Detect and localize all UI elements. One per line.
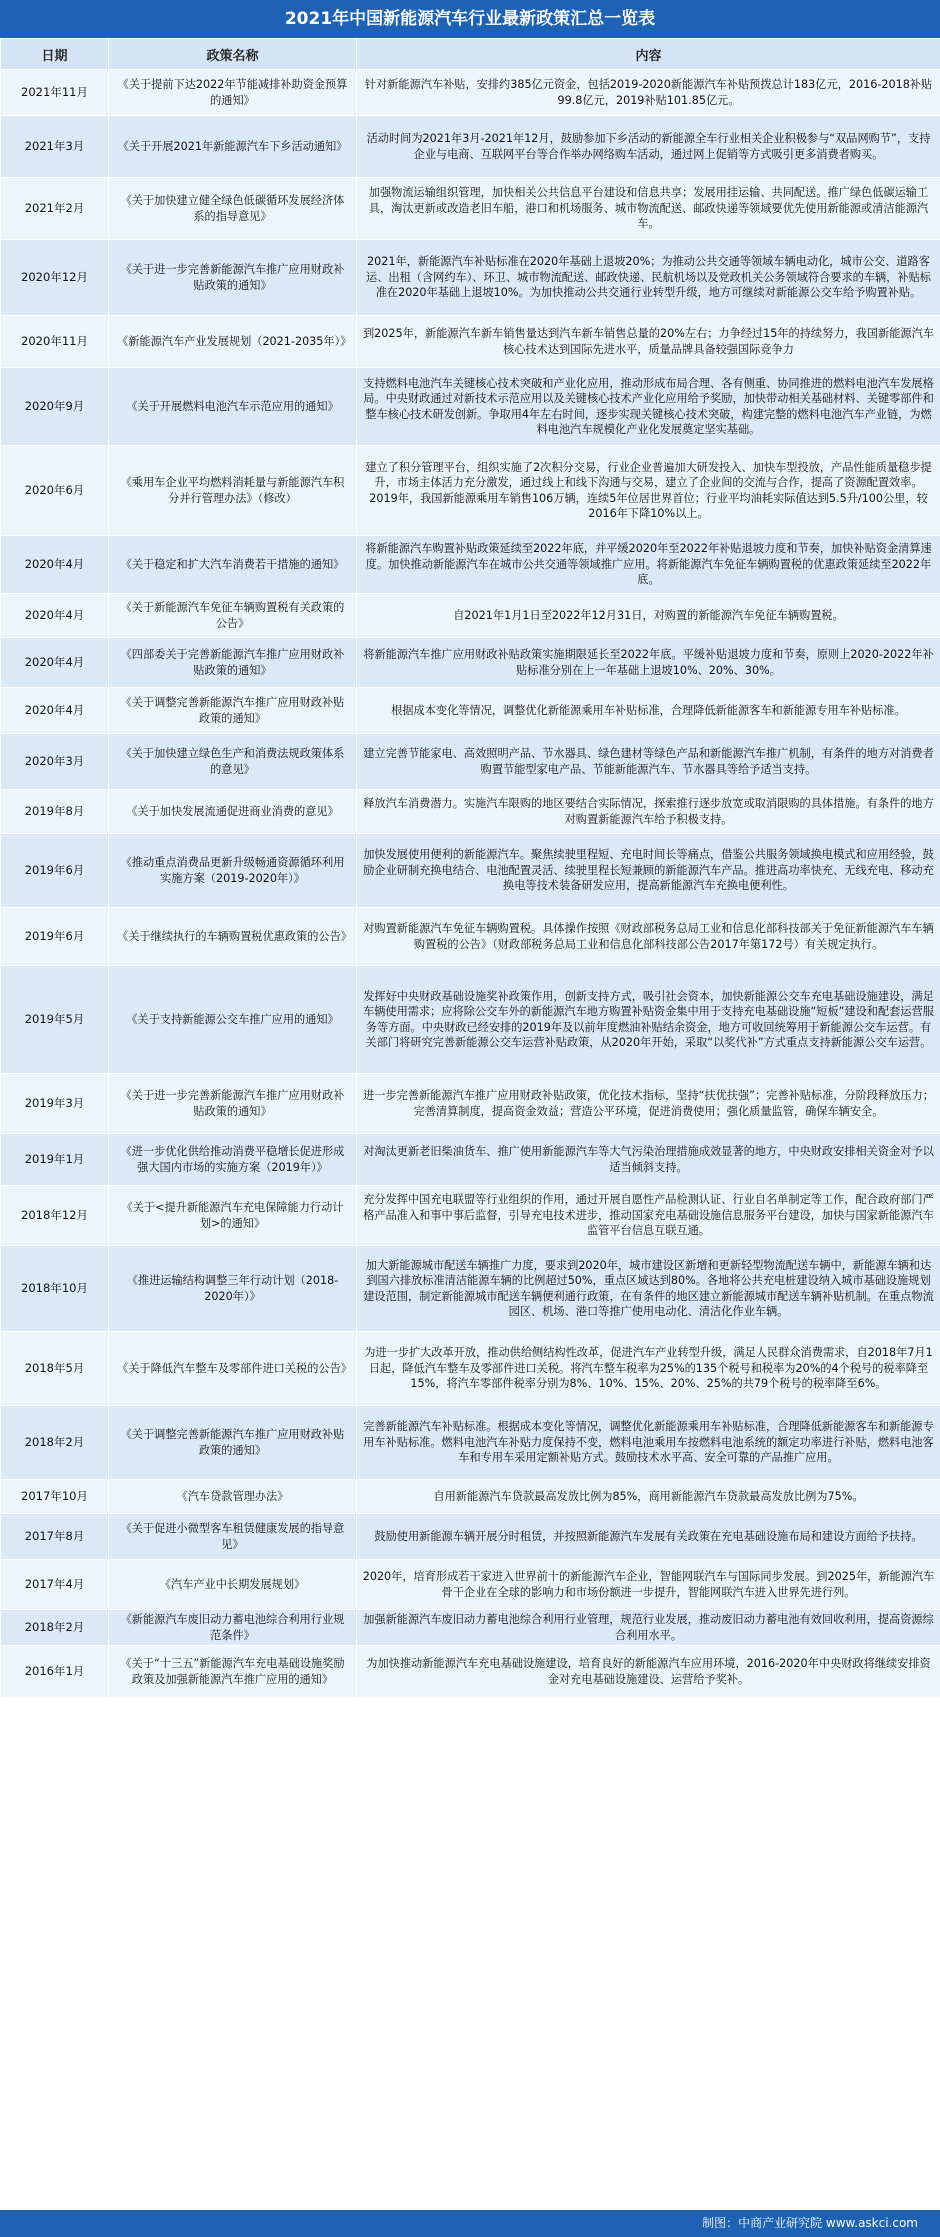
row-date: 2019年1月 <box>1 1134 109 1186</box>
row-date: 2020年4月 <box>1 638 109 688</box>
row-content: 鼓励使用新能源车辆开展分时租赁，并按照新能源汽车发展有关政策在充电基础设施布局和建设方面给予扶持。 <box>357 1514 940 1560</box>
header-date: 日期 <box>1 39 109 70</box>
row-policy-name: 《关于加快发展流通促进商业消费的意见》 <box>109 790 357 834</box>
row-date: 2020年3月 <box>1 734 109 790</box>
row-content: 加强物流运输组织管理，加快相关公共信息平台建设和信息共享；发展用挂运输、共同配送。推广绿色低碳运输工具，淘汰更新或改造老旧车船，港口和机场服务、城市物流配送、邮政快递等领域要优先使用新能源或清洁能源汽车。 <box>357 178 940 240</box>
row-policy-name: 《关于调整完善新能源汽车推广应用财政补贴政策的通知》 <box>109 1406 357 1480</box>
table-row <box>1 1332 940 1406</box>
row-date: 2019年5月 <box>1 966 109 1074</box>
row-content: 对购置新能源汽车免征车辆购置税。具体操作按照《财政部税务总局工业和信息化部科技部关于免征新能源汽车车辆购置税的公告》（财政部税务总局工业和信息化部科技部公告2017年第172号）有关规定执行。 <box>357 908 940 966</box>
row-date: 2021年3月 <box>1 116 109 178</box>
table-row <box>1 1406 940 1480</box>
row-date: 2019年6月 <box>1 834 109 908</box>
row-date: 2019年8月 <box>1 790 109 834</box>
row-content: 加大新能源城市配送车辆推广力度，要求到2020年，城市建设区新增和更新轻型物流配送车辆中，新能源车辆和达到国六排放标准清洁能源车辆的比例超过50%，重点区域达到80%。各地将公共充电桩建设纳入城市基础设施规划建设范围，制定新能源城市配送车辆便利通行政策，在有条件的地区建立新能源城市配送车辆补贴机制。在重点物流园区、机场、港口等推广使用电动化、清洁化作业车辆。 <box>357 1246 940 1332</box>
table-row <box>1 446 940 536</box>
row-policy-name: 《四部委关于完善新能源汽车推广应用财政补贴政策的通知》 <box>109 638 357 688</box>
header-content: 内容 <box>357 39 940 70</box>
table-row <box>1 1610 940 1646</box>
row-policy-name: 《关于“十三五”新能源汽车充电基础设施奖励政策及加强新能源汽车推广应用的通知》 <box>109 1646 357 1698</box>
table-row <box>1 1560 940 1610</box>
row-date: 2018年2月 <box>1 1406 109 1480</box>
row-content: 对淘汰更新老旧柴油货车、推广使用新能源汽车等大气污染治理措施成效显著的地方，中央财政安排相关资金对予以适当倾斜支持。 <box>357 1134 940 1186</box>
table-row <box>1 316 940 368</box>
row-content: 为加快推动新能源汽车充电基础设施建设，培育良好的新能源汽车应用环境，2016-2020年中央财政将继续安排资金对充电基础设施建设、运营给予奖补。 <box>357 1646 940 1698</box>
table-body <box>1 70 940 1698</box>
row-policy-name: 《关于提前下达2022年节能减排补助资金预算的通知》 <box>109 70 357 116</box>
table-row <box>1 638 940 688</box>
row-date: 2021年2月 <box>1 178 109 240</box>
row-policy-name: 《推动重点消费品更新升级畅通资源循环利用实施方案（2019-2020年）》 <box>109 834 357 908</box>
row-policy-name: 《汽车产业中长期发展规划》 <box>109 1560 357 1610</box>
table-header-row <box>1 39 940 70</box>
table-row <box>1 834 940 908</box>
row-date: 2020年9月 <box>1 368 109 446</box>
row-content: 自2021年1月1日至2022年12月31日，对购置的新能源汽车免征车辆购置税。 <box>357 594 940 638</box>
row-content: 发挥好中央财政基础设施奖补政策作用，创新支持方式，吸引社会资本，加快新能源公交车充电基础设施建设，满足车辆使用需求；应将除公交车外的新能源汽车地方购置补贴资金集中用于支持充电基础设施“短板”建设和配套运营服务等方面。中央财政已经安排的2019年及以前年度燃油补贴结余资金，地方可收回统筹用于新能源公交车运营。有关部门将研究完善新能源公交车运营补贴政策，从2020年开始，采取“以奖代补”方式重点支持新能源公交车运营。 <box>357 966 940 1074</box>
row-date: 2018年10月 <box>1 1246 109 1332</box>
row-policy-name: 《关于稳定和扩大汽车消费若干措施的通知》 <box>109 536 357 594</box>
row-date: 2020年11月 <box>1 316 109 368</box>
row-date: 2020年4月 <box>1 536 109 594</box>
table-row <box>1 240 940 316</box>
row-date: 2020年12月 <box>1 240 109 316</box>
row-content: 释放汽车消费潜力。实施汽车限购的地区要结合实际情况，探索推行逐步放宽或取消限购的具体措施。有条件的地方对购置新能源汽车给予积极支持。 <box>357 790 940 834</box>
row-date: 2016年1月 <box>1 1646 109 1698</box>
row-policy-name: 《关于进一步完善新能源汽车推广应用财政补贴政策的通知》 <box>109 1074 357 1134</box>
table-row <box>1 594 940 638</box>
row-content: 充分发挥中国充电联盟等行业组织的作用，通过开展自愿性产品检测认证、行业自名单制定等工作，配合政府部门严格产品准入和事中事后监督，引导充电技术进步，推动国家充电基础设施信息服务平台建设，加快与国家新能源汽车监管平台信息互联互通。 <box>357 1186 940 1246</box>
row-policy-name: 《关于<提升新能源汽车充电保障能力行动计划>的通知》 <box>109 1186 357 1246</box>
table-title: 2021年中国新能源汽车行业最新政策汇总一览表 <box>0 0 940 38</box>
row-policy-name: 《推进运输结构调整三年行动计划（2018-2020年）》 <box>109 1246 357 1332</box>
footer-bar <box>0 2210 940 2237</box>
table-row <box>1 688 940 734</box>
table-row <box>1 908 940 966</box>
row-content: 进一步完善新能源汽车推广应用财政补贴政策，优化技术指标，坚持“扶优扶强”；完善补贴标准，分阶段释放压力；完善清算制度，提高资金效益；营造公平环境，促进消费使用；强化质量监管，确保车辆安全。 <box>357 1074 940 1134</box>
table-row <box>1 536 940 594</box>
table-row <box>1 1186 940 1246</box>
table-row <box>1 1514 940 1560</box>
row-policy-name: 《汽车贷款管理办法》 <box>109 1480 357 1514</box>
row-policy-name: 《新能源汽车产业发展规划（2021-2035年）》 <box>109 316 357 368</box>
row-date: 2018年5月 <box>1 1332 109 1406</box>
row-policy-name: 《关于加快建立健全绿色低碳循环发展经济体系的指导意见》 <box>109 178 357 240</box>
row-content: 将新能源汽车购置补贴政策延续至2022年底，并平缓2020年至2022年补贴退坡力度和节奏，加快补贴资金清算速度。加快推动新能源汽车在城市公共交通等领域推广应用。将新能源汽车免征车辆购置税的优惠政策延续至2022年底。 <box>357 536 940 594</box>
row-policy-name: 《关于加快建立绿色生产和消费法规政策体系的意见》 <box>109 734 357 790</box>
table-row <box>1 70 940 116</box>
policy-table <box>0 38 940 1698</box>
row-policy-name: 《进一步优化供给推动消费平稳增长促进形成强大国内市场的实施方案（2019年）》 <box>109 1134 357 1186</box>
row-policy-name: 《关于开展燃料电池汽车示范应用的通知》 <box>109 368 357 446</box>
row-content: 将新能源汽车推广应用财政补贴政策实施期限延长至2022年底。平缓补贴退坡力度和节奏，原则上2020-2022年补贴标准分别在上一年基础上退坡10%、20%、30%。 <box>357 638 940 688</box>
row-policy-name: 《关于调整完善新能源汽车推广应用财政补贴政策的通知》 <box>109 688 357 734</box>
row-content: 完善新能源汽车补贴标准。根据成本变化等情况，调整优化新能源乘用车补贴标准，合理降低新能源客车和新能源专用车补贴标准。燃料电池汽车补贴力度保持不变，燃料电池乘用车按燃料电池系统的额定功率进行补贴，燃料电池客车和专用车采用定额补贴方式。鼓励技术水平高、安全可靠的产品推广应用。 <box>357 1406 940 1480</box>
row-date: 2019年6月 <box>1 908 109 966</box>
row-date: 2019年3月 <box>1 1074 109 1134</box>
row-content: 建立了积分管理平台，组织实施了2次积分交易，行业企业普遍加大研发投入、加快车型投放，产品性能质量稳步提升，市场主体活力充分激发，通过线上和线下沟通与交易，建立了企业间的交流与合作，提高了资源配置效率。2019年，我国新能源乘用车销售106万辆，连续5年位居世界首位；行业平均油耗实际值达到5.5升/100公里，较2016年下降10%以上。 <box>357 446 940 536</box>
row-date: 2017年4月 <box>1 1560 109 1610</box>
row-policy-name: 《关于进一步完善新能源汽车推广应用财政补贴政策的通知》 <box>109 240 357 316</box>
row-date: 2020年4月 <box>1 688 109 734</box>
row-policy-name: 《关于降低汽车整车及零部件进口关税的公告》 <box>109 1332 357 1406</box>
row-date: 2017年8月 <box>1 1514 109 1560</box>
row-content: 建立完善节能家电、高效照明产品、节水器具、绿色建材等绿色产品和新能源汽车推广机制，有条件的地方对消费者购置节能型家电产品、节能新能源汽车、节水器具等给予适当支持。 <box>357 734 940 790</box>
table-row <box>1 1134 940 1186</box>
row-content: 为进一步扩大改革开放，推动供给侧结构性改革，促进汽车产业转型升级，满足人民群众消费需求，自2018年7月1日起，降低汽车整车及零部件进口关税。将汽车整车税率为25%的135个税号和税率为20%的4个税号的税率降至15%，将汽车零部件税率分别为8%、10%、15%、20%、25%的共79个税号的税率降至6%。 <box>357 1332 940 1406</box>
row-policy-name: 《关于继续执行的车辆购置税优惠政策的公告》 <box>109 908 357 966</box>
row-date: 2020年6月 <box>1 446 109 536</box>
table-row <box>1 1074 940 1134</box>
table-row <box>1 178 940 240</box>
row-policy-name: 《关于支持新能源公交车推广应用的通知》 <box>109 966 357 1074</box>
row-date: 2017年10月 <box>1 1480 109 1514</box>
row-policy-name: 《关于开展2021年新能源汽车下乡活动通知》 <box>109 116 357 178</box>
row-content: 自用新能源汽车贷款最高发放比例为85%，商用新能源汽车贷款最高发放比例为75%。 <box>357 1480 940 1514</box>
row-date: 2021年11月 <box>1 70 109 116</box>
table-row <box>1 368 940 446</box>
table-row <box>1 1480 940 1514</box>
row-content: 活动时间为2021年3月-2021年12月，鼓励参加下乡活动的新能源全车行业相关企业积极参与“双品网购节”，支持企业与电商、互联网平台等合作举办网络购车活动，通过网上促销等方式吸引更多消费者购买。 <box>357 116 940 178</box>
row-date: 2020年4月 <box>1 594 109 638</box>
row-content: 到2025年，新能源汽车新车销售量达到汽车新车销售总量的20%左右；力争经过15年的持续努力，我国新能源汽车核心技术达到国际先进水平，质量品牌具备较强国际竞争力 <box>357 316 940 368</box>
table-row <box>1 1646 940 1698</box>
row-date: 2018年12月 <box>1 1186 109 1246</box>
table-row <box>1 734 940 790</box>
header-name: 政策名称 <box>109 39 357 70</box>
row-content: 2021年，新能源汽车补贴标准在2020年基础上退坡20%；为推动公共交通等领域车辆电动化，城市公交、道路客运、出租（含网约车）、环卫、城市物流配送、邮政快递、民航机场以及党政机关公务领域符合要求的车辆，补贴标准在2020年基础上退坡10%。为加快推动公共交通行业转型升级，地方可继续对新能源公交车给予购置补贴。 <box>357 240 940 316</box>
row-content: 加强新能源汽车废旧动力蓄电池综合利用行业管理，规范行业发展，推动废旧动力蓄电池有效回收利用，提高资源综合利用水平。 <box>357 1610 940 1646</box>
table-row <box>1 790 940 834</box>
source-credit: 制图：中商产业研究院 www.askci.com <box>702 2216 918 2230</box>
table-row <box>1 1246 940 1332</box>
row-content: 2020年，培育形成若干家进入世界前十的新能源汽车企业，智能网联汽车与国际同步发展。到2025年，新能源汽车骨干企业在全球的影响力和市场份额进一步提升，智能网联汽车进入世界先进行列。 <box>357 1560 940 1610</box>
row-policy-name: 《关于新能源汽车免征车辆购置税有关政策的公告》 <box>109 594 357 638</box>
row-content: 根据成本变化等情况，调整优化新能源乘用车补贴标准，合理降低新能源客车和新能源专用车补贴标准。 <box>357 688 940 734</box>
row-policy-name: 《乘用车企业平均燃料消耗量与新能源汽车积分并行管理办法》（修改） <box>109 446 357 536</box>
table-row <box>1 966 940 1074</box>
row-content: 支持燃料电池汽车关键核心技术突破和产业化应用，推动形成布局合理、各有侧重、协同推进的燃料电池汽车发展格局。中央财政通过对新技术示范应用以及关键核心技术产业化应用给予奖励，加快带动相关基础材料、关键零部件和整车核心技术研发创新。争取用4年左右时间，逐步实现关键核心技术突破，构建完整的燃料电池汽车产业链，为燃料电池汽车规模化产业化发展奠定坚实基础。 <box>357 368 940 446</box>
table-row <box>1 116 940 178</box>
row-date: 2018年2月 <box>1 1610 109 1646</box>
row-content: 加快发展使用便利的新能源汽车。聚焦续驶里程短、充电时间长等痛点，借鉴公共服务领域换电模式和应用经验，鼓励企业研制充换电结合、电池配置灵活、续驶里程长短兼顾的新能源汽车产品。推进高功率快充、无线充电、移动充换电等技术装备研发应用，提高新能源汽车充换电便利性。 <box>357 834 940 908</box>
row-policy-name: 《关于促进小微型客车租赁健康发展的指导意见》 <box>109 1514 357 1560</box>
row-policy-name: 《新能源汽车废旧动力蓄电池综合利用行业规范条件》 <box>109 1610 357 1646</box>
row-content: 针对新能源汽车补贴，安排约385亿元资金，包括2019-2020新能源汽车补贴预拨总计183亿元，2016-2018补贴99.8亿元，2019补贴101.85亿元。 <box>357 70 940 116</box>
